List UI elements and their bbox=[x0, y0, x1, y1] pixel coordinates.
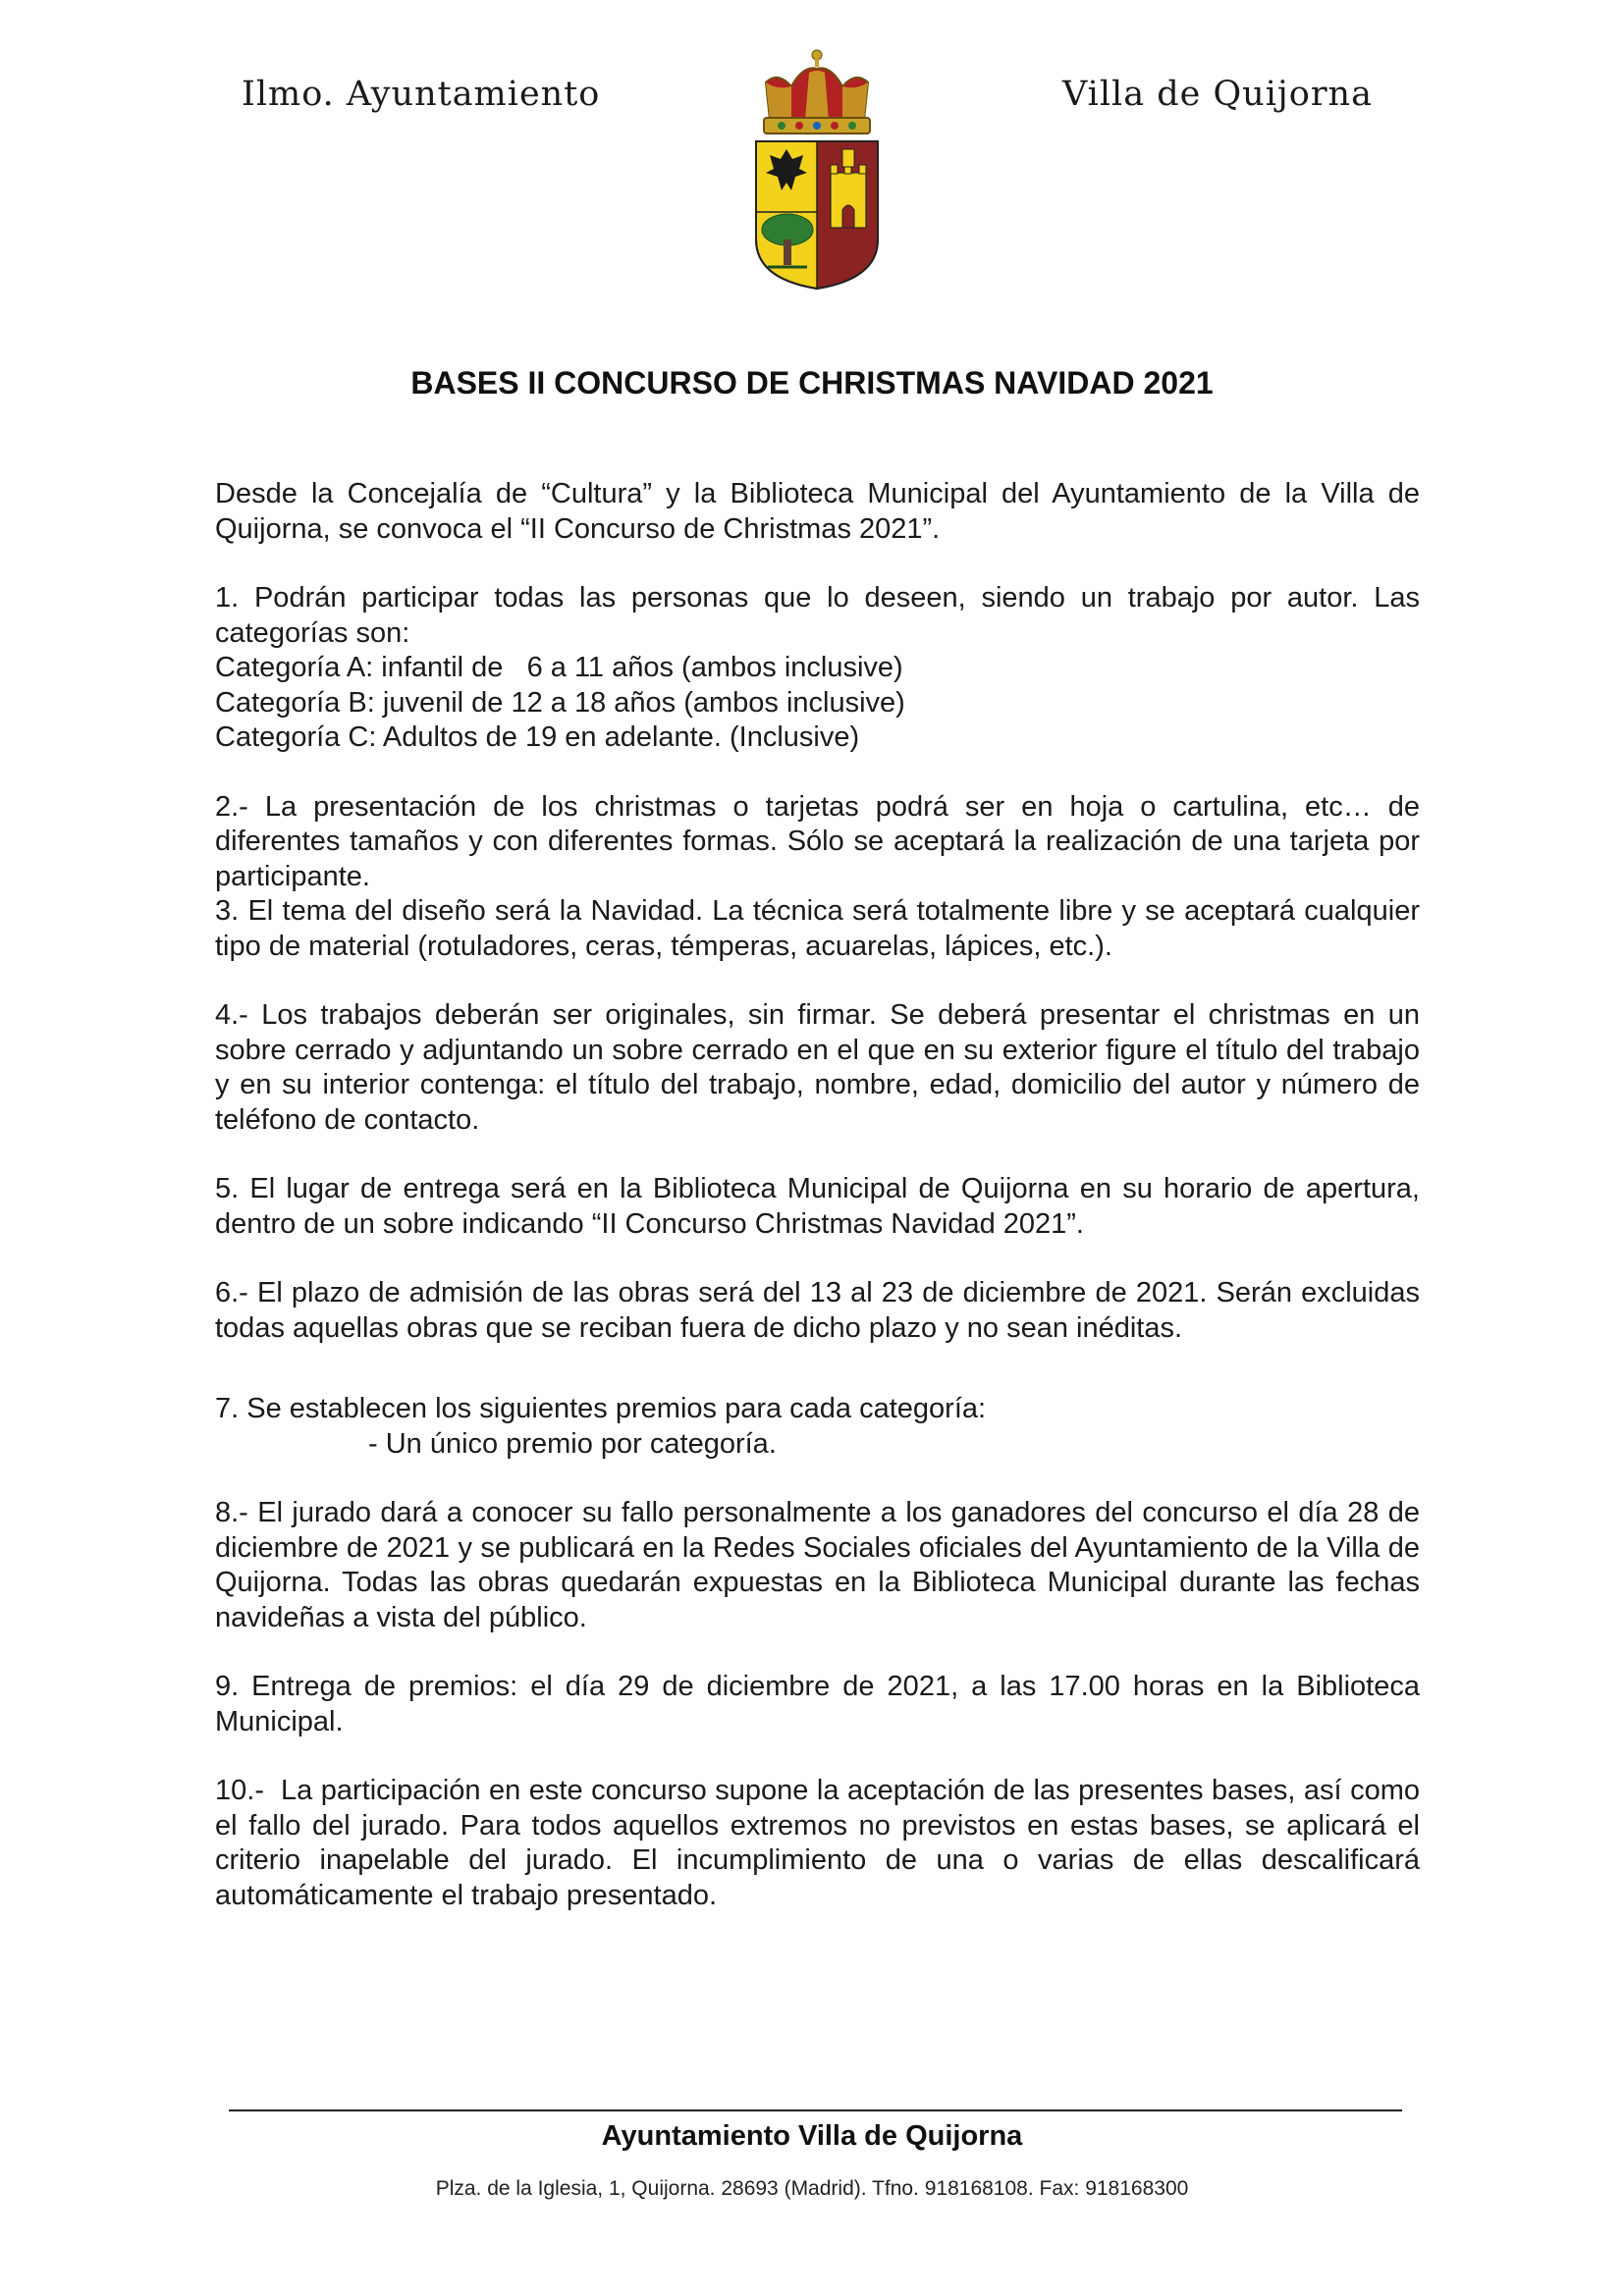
spacer bbox=[215, 1462, 1420, 1496]
intro-paragraph: Desde la Concejalía de “Cultura” y la Biblioteca Municipal del Ayuntamiento de la Villa de Quijorna, se convoca el “II Concurso de Christmas 2021”. bbox=[215, 478, 1420, 545]
rule-10: 10.- La participación en este concurso supone la aceptación de las presentes bases, así como el fallo del jurado. Para todos aquellos extremos no previstos en estas bases, se aplicará el criterio inapelable del jurado. El incumplimiento de una o varias de ellas descalificará automáticamente el trabajo presentado. bbox=[215, 1775, 1429, 1911]
spacer bbox=[215, 964, 1420, 998]
footer-divider bbox=[229, 2109, 1402, 2111]
footer-address: Plza. de la Iglesia, 1, Quijorna. 28693 (Madrid). Tfno. 918168108. Fax: 918168300 bbox=[435, 2177, 1189, 2200]
spacer bbox=[215, 756, 1420, 790]
document-title: BASES II CONCURSO DE CHRISTMAS NAVIDAD 2021 bbox=[410, 365, 1214, 400]
spacer bbox=[215, 547, 1420, 581]
spacer bbox=[215, 1635, 1420, 1670]
rule-5: 5. El lugar de entrega será en la Biblioteca Municipal de Quijorna en su horario de apertura, dentro de un sobre indicando “II Concurso Christmas Navidad 2021”. bbox=[215, 1173, 1420, 1240]
crown-icon bbox=[764, 50, 870, 133]
coat-of-arms-icon bbox=[748, 47, 886, 293]
category-c: Categoría C: Adultos de 19 en adelante. (Inclusive) bbox=[215, 721, 860, 753]
spacer bbox=[215, 1242, 1420, 1276]
footer-organization: Ayuntamiento Villa de Quijorna bbox=[601, 2120, 1023, 2152]
spacer bbox=[215, 1346, 1420, 1392]
rule-7: 7. Se establecen los siguientes premios para cada categoría: bbox=[215, 1393, 987, 1424]
spacer bbox=[215, 1138, 1420, 1172]
category-b: Categoría B: juvenil de 12 a 18 años (ambos inclusive) bbox=[215, 686, 905, 719]
spacer bbox=[215, 1739, 1420, 1774]
rule-4: 4.- Los trabajos deberán ser originales, sin firmar. Se deberá presentar el christmas en un sobre cerrado y adjuntando un sobre cerrado en el que en su exterior figure el título del trabajo y en su interior contenga: el título del trabajo, nombre, edad, domicilio del autor y número de teléfono de contacto. bbox=[215, 999, 1420, 1136]
header-left-title: Ilmo. Ayuntamiento bbox=[242, 75, 601, 114]
rule-2: 2.- La presentación de los christmas o tarjetas podrá ser en hoja o cartulina, etc… de diferentes tamaños y con diferentes formas. Sólo se aceptará la realización de una tarjeta por participante. bbox=[215, 790, 1420, 892]
document-body bbox=[215, 477, 1429, 1913]
rule-3: 3. El tema del diseño será la Navidad. La técnica será totalmente libre y se aceptará cualquier tipo de material (rotuladores, ceras, témperas, acuarelas, lápices, etc.). bbox=[215, 895, 1420, 962]
rule-1: 1. Podrán participar todas las personas que lo deseen, siendo un trabajo por autor. Las categorías son: bbox=[215, 582, 1420, 649]
rule-7-item: - Un único premio por categoría. bbox=[368, 1427, 777, 1460]
rule-8: 8.- El jurado dará a conocer su fallo personalmente a los ganadores del concurso el día 28 de diciembre de 2021 y se publicará en la Redes Sociales oficiales del Ayuntamiento de la Villa de Quijorna. Todas las obras quedarán expuestas en la Biblioteca Municipal durante las fechas navideñas a vista del público. bbox=[215, 1497, 1420, 1633]
rule-9: 9. Entrega de premios: el día 29 de diciembre de 2021, a las 17.00 horas en la Biblioteca Municipal. bbox=[215, 1671, 1420, 1737]
rule-6: 6.- El plazo de admisión de las obras será del 13 al 23 de diciembre de 2021. Serán excluidas todas aquellas obras que se reciban fuera de dicho plazo y no sean inéditas. bbox=[215, 1277, 1420, 1344]
category-a: Categoría A: infantil de 6 a 11 años (ambos inclusive) bbox=[215, 652, 903, 683]
shield-icon bbox=[756, 141, 878, 289]
header-right-title: Villa de Quijorna bbox=[1062, 75, 1373, 114]
